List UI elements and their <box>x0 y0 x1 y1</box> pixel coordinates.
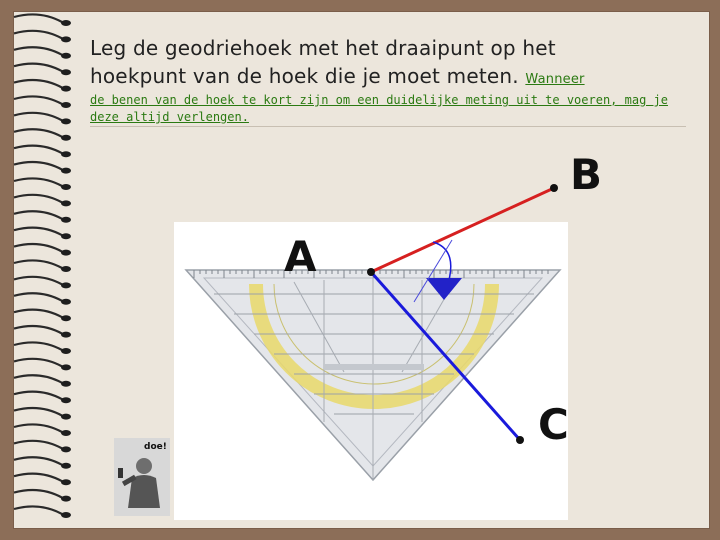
spiral-ring <box>14 96 62 104</box>
binding-hole <box>61 151 71 157</box>
spiral-ring <box>14 506 62 514</box>
spiral-binding <box>0 0 80 540</box>
spiral-ring <box>14 31 62 39</box>
binding-hole <box>61 463 71 469</box>
binding-hole <box>61 102 71 108</box>
label-c: C <box>538 400 569 449</box>
binding-hole <box>61 250 71 256</box>
spiral-ring <box>14 113 62 121</box>
divider-line <box>90 126 686 127</box>
spiral-ring <box>14 14 62 22</box>
spiral-ring <box>14 441 62 449</box>
binding-hole <box>61 315 71 321</box>
spiral-ring <box>14 195 62 203</box>
binding-hole <box>61 397 71 403</box>
spiral-ring <box>14 457 62 465</box>
binding-hole <box>61 200 71 206</box>
spiral-ring <box>14 146 62 154</box>
binding-hole <box>61 266 71 272</box>
spiral-ring <box>14 342 62 350</box>
binding-hole <box>61 332 71 338</box>
binding-hole <box>61 381 71 387</box>
instruction-line-2: hoekpunt van de hoek die je moet meten. <box>90 64 519 88</box>
spiral-ring <box>14 260 62 268</box>
spiral-ring <box>14 408 62 416</box>
clipart-text: doe! <box>144 442 167 452</box>
spiral-ring <box>14 244 62 252</box>
spiral-ring <box>14 490 62 498</box>
binding-hole <box>61 168 71 174</box>
binding-hole <box>61 69 71 75</box>
spiral-ring <box>14 178 62 186</box>
binding-hole <box>61 135 71 141</box>
binding-hole <box>61 184 71 190</box>
binding-hole <box>61 479 71 485</box>
instruction-text <box>90 34 690 94</box>
binding-hole <box>61 53 71 59</box>
clipart-figure <box>114 438 170 516</box>
binding-hole <box>61 512 71 518</box>
spiral-ring <box>14 474 62 482</box>
spiral-ring <box>14 47 62 55</box>
binding-hole <box>61 446 71 452</box>
spiral-ring <box>14 392 62 400</box>
binding-hole <box>61 86 71 92</box>
spiral-ring <box>14 293 62 301</box>
spiral-ring <box>14 162 62 170</box>
spiral-ring <box>14 64 62 72</box>
binding-hole <box>61 348 71 354</box>
label-b: B <box>570 150 603 199</box>
instruction-line-1: Leg de geodriehoek met het draaipunt op het <box>90 36 556 60</box>
spiral-ring <box>14 80 62 88</box>
spiral-ring <box>14 310 62 318</box>
spiral-ring <box>14 228 62 236</box>
binding-hole <box>61 414 71 420</box>
spiral-ring <box>14 424 62 432</box>
geodriehoek-photo <box>174 222 568 520</box>
spiral-ring <box>14 359 62 367</box>
spiral-ring <box>14 129 62 137</box>
binding-hole <box>61 430 71 436</box>
binding-hole <box>61 299 71 305</box>
extend-note[interactable]: de benen van de hoek te kort zijn om een duidelijke meting uit te voeren, mag je deze altijd verlengen. <box>90 93 668 124</box>
binding-hole <box>61 233 71 239</box>
spiral-ring <box>14 277 62 285</box>
binding-hole <box>61 217 71 223</box>
spiral-ring <box>14 326 62 334</box>
binding-hole <box>61 496 71 502</box>
label-a: A <box>284 232 317 281</box>
binding-hole <box>61 118 71 124</box>
spiral-ring <box>14 375 62 383</box>
binding-hole <box>61 282 71 288</box>
extend-note-start[interactable]: Wanneer <box>525 72 585 87</box>
binding-hole <box>61 20 71 26</box>
binding-hole <box>61 36 71 42</box>
spiral-ring <box>14 211 62 219</box>
set-square-icon <box>174 222 568 520</box>
binding-hole <box>61 364 71 370</box>
